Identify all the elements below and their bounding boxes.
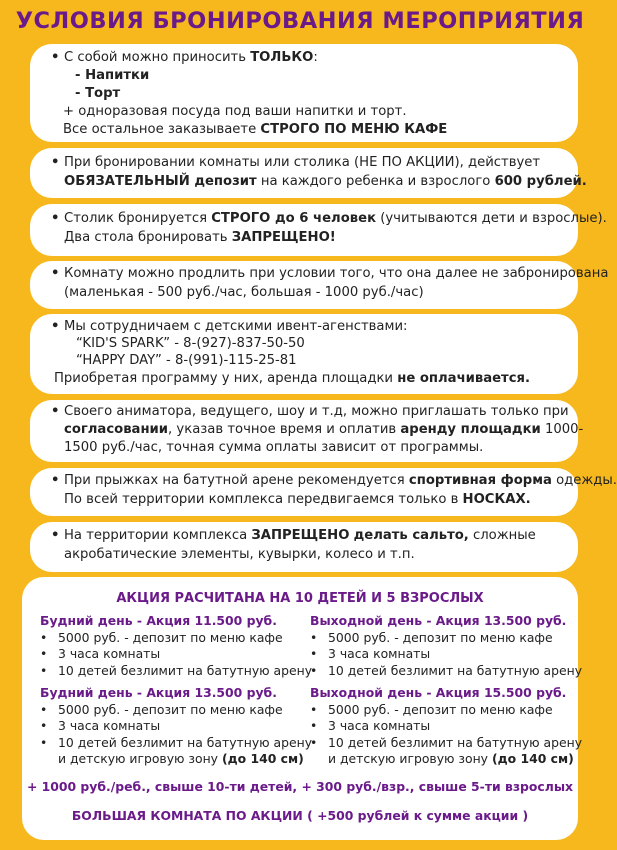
rule-card-extend-room [30, 261, 609, 309]
rule-line: • Комнату можно продлить при условии того, что она далее не забронирована [64, 265, 608, 283]
rule-line: • С собой можно приносить ТОЛЬКО: [64, 49, 318, 67]
promo-item: • 5000 руб. - депозит по меню кафе [310, 702, 582, 719]
promo-weekend-basic [310, 613, 582, 679]
promo-weekday-plus [40, 685, 312, 768]
rule-card-agencies [30, 314, 578, 394]
rule-line: • Своего аниматора, ведущего, шоу и т.д, можно приглашать только при [64, 403, 569, 421]
promo-weekend-plus [310, 685, 582, 768]
rule-line: ОБЯЗАТЕЛЬНЫЙ депозит на каждого ребенка и взрослого 600 рублей. [64, 174, 587, 189]
rule-card-prohibited [30, 522, 578, 572]
rule-line: + одноразовая посуда под ваши напитки и торт. [63, 104, 407, 119]
agency-phone: “HAPPY DAY” - 8-(991)-115-25-81 [76, 353, 297, 368]
rule-line: • На территории комплекса ЗАПРЕЩЕНО делать сальто, сложные [64, 527, 536, 545]
promo-item: • 5000 руб. - депозит по меню кафе [40, 630, 312, 647]
rule-line: • При бронировании комнаты или столика (НЕ ПО АКЦИИ), действует [64, 154, 540, 172]
promo-item: • 5000 руб. - депозит по меню кафе [40, 702, 312, 719]
promo-big-room: БОЛЬШАЯ КОМНАТА ПО АКЦИИ ( +500 рублей к сумме акции ) [71, 808, 529, 823]
rule-line: Приобретая программу у них, аренда площадки не оплачивается. [54, 371, 530, 386]
rule-line: (маленькая - 500 руб./час, большая - 1000 руб./час) [64, 285, 424, 300]
promo-item: • 3 часа комнаты [40, 718, 312, 735]
promo-title: АКЦИЯ РАСЧИТАНА НА 10 ДЕТЕЙ И 5 ВЗРОСЛЫХ [116, 591, 484, 606]
promo-weekday-basic [40, 613, 312, 679]
rule-card-deposit [30, 148, 587, 198]
promo-heading: Будний день - Акция 11.500 руб. [40, 613, 277, 628]
rule-line: акробатические элементы, кувырки, колесо и т.п. [64, 547, 415, 562]
promo-item: • 3 часа комнаты [310, 646, 582, 663]
promo-item: • 10 детей безлимит на батутную арену [310, 663, 582, 680]
promo-item: и детскую игровую зону (до 140 см) [58, 751, 304, 766]
rule-line: Все остальное заказываете СТРОГО ПО МЕНЮ КАФЕ [63, 122, 448, 137]
promo-extra-charges: + 1000 руб./реб., свыше 10-ти детей, + 300 руб./взр., свыше 5-ти взрослых [26, 779, 574, 794]
promo-item: • 10 детей безлимит на батутную арену [40, 663, 312, 680]
promo-item: • 10 детей безлимит на батутную арену [40, 735, 312, 752]
rule-line: - Торт [75, 86, 121, 101]
rule-card-trampoline [30, 468, 617, 516]
rule-line: - Напитки [75, 68, 150, 83]
promo-item: • 3 часа комнаты [40, 646, 312, 663]
rule-line: • При прыжках на батутной арене рекомендуется спортивная форма одежды. [64, 472, 617, 490]
promo-heading: Выходной день - Акция 13.500 руб. [310, 613, 567, 628]
rule-line: По всей территории комплекса передвигаемся только в НОСКАХ. [64, 492, 531, 507]
promo-card [22, 577, 583, 840]
agency-phone: “KID'S SPARK” - 8-(927)-837-50-50 [76, 336, 305, 351]
promo-heading: Выходной день - Акция 15.500 руб. [310, 685, 567, 700]
rule-line: • Столик бронируется СТРОГО до 6 человек (учитываются дети и взрослые). [64, 210, 607, 228]
promo-item: и детскую игровую зону (до 140 см) [328, 751, 574, 766]
rule-line: • Мы сотрудничаем с детскими ивент-агенствами: [64, 318, 407, 336]
rule-line: 1500 руб./час, точная сумма оплаты зависит от программы. [64, 440, 484, 455]
promo-item: • 5000 руб. - депозит по меню кафе [310, 630, 582, 647]
page-title: УСЛОВИЯ БРОНИРОВАНИЯ МЕРОПРИЯТИЯ [15, 8, 585, 34]
rule-card-table [30, 204, 607, 256]
promo-heading: Будний день - Акция 13.500 руб. [40, 685, 277, 700]
rule-line: Два стола бронировать ЗАПРЕЩЕНО! [64, 230, 336, 245]
rule-card-bring-items [30, 44, 578, 142]
promo-item: • 10 детей безлимит на батутную арену [310, 735, 582, 752]
rule-card-animator [30, 400, 584, 462]
rule-line: согласовании, указав точное время и оплатив аренду площадки 1000- [64, 422, 584, 437]
promo-item: • 3 часа комнаты [310, 718, 582, 735]
